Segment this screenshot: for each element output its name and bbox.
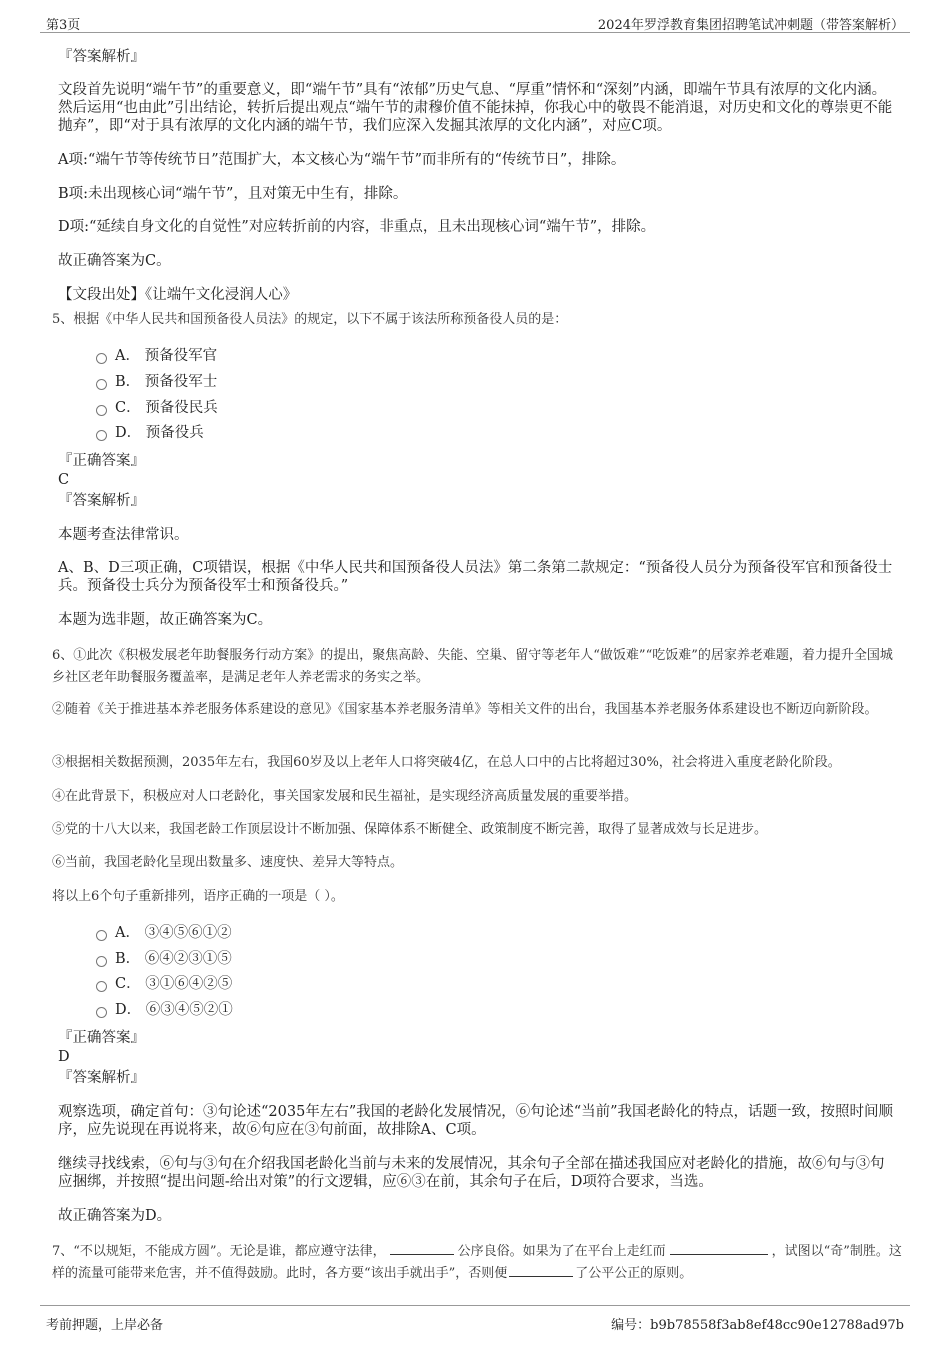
document-id: 编号：b9b78558f3ab8ef48cc90e12788ad97b: [611, 1318, 904, 1333]
q5-analysis-p2: A、B、D三项正确，C项错误，根据《中华人民共和国预备役人员法》第二条第二款规定：“预备役人员分为预备役军官和预备役士兵。预备役士兵分为预备役军士和预备役兵。”: [58, 560, 893, 594]
page-number: 第3页: [46, 18, 81, 33]
q5-stem: 5、根据《中华人民共和国预备役人员法》的规定，以下不属于该法所称预备役人员的是：: [52, 312, 568, 327]
q5-answer: C: [58, 472, 70, 488]
q6-option-a[interactable]: A． ③④⑤⑥①②: [96, 924, 232, 942]
q7-blank-2[interactable]: [670, 1242, 768, 1255]
document-title: 2024年罗浮教育集团招聘笔试冲刺题（带答案解析）: [597, 18, 904, 33]
footer-slogan: 考前押题，上岸必备: [46, 1318, 164, 1333]
q6-sentence-2: ②随着《关于推进基本养老服务体系建设的意见》《国家基本养老服务清单》等相关文件的出台，我国基本养老服务体系建设也不断迈向新阶段。: [52, 702, 878, 717]
q5-option-c[interactable]: C． 预备役民兵: [96, 399, 218, 417]
q6-analysis-p1: 观察选项，确定首句：③句论述“2035年左右”我国的老龄化发展情况，⑥句论述“当前”我国老龄化的特点，话题一致，按照时间顺序，应先说现在再说将来，故⑥句应在③句前面，故排除A、C项。: [58, 1104, 894, 1138]
q4-conclusion: 故正确答案为C。: [58, 253, 171, 269]
q6-sentence-4: ④在此背景下，积极应对人口老龄化，事关国家发展和民生福祉，是实现经济高质量发展的重要举措。: [52, 789, 638, 804]
q6-answer: D: [58, 1049, 70, 1065]
radio-icon[interactable]: [96, 1007, 107, 1018]
radio-icon[interactable]: [96, 405, 107, 416]
page-header: [40, 12, 910, 33]
q7-blank-1[interactable]: [390, 1242, 454, 1255]
q5-analysis-p1: 本题考查法律常识。: [58, 527, 189, 543]
radio-icon[interactable]: [96, 930, 107, 941]
q4-option-a-explain: A项:“端午节等传统节日”范围扩大，本文核心为“端午节”而非所有的“传统节日”，排除。: [58, 152, 626, 168]
q6-sentence-6: ⑥当前，我国老龄化呈现出数量多、速度快、差异大等特点。: [52, 855, 404, 870]
q6-analysis-p2: 继续寻找线索，⑥句与③句在介绍我国老龄化当前与未来的发展情况，其余句子全部在描述我国应对老龄化的措施，故⑥句与③句应捆绑，并按照“提出问题-给出对策”的行文逻辑，应⑥③在前，其余句子在后，D项符合要求，当选。: [58, 1156, 885, 1190]
q4-option-d-explain: D项:“延续自身文化的自觉性”对应转折前的内容，非重点，且未出现核心词“端午节”，排除。: [58, 219, 656, 235]
q4-source: 【文段出处】《让端午文化浸润人心》: [58, 287, 298, 303]
q4-option-b-explain: B项:未出现核心词“端午节”，且对策无中生有，排除。: [58, 186, 408, 202]
q6-sentence-5: ⑤党的十八大以来，我国老龄工作顶层设计不断加强、保障体系不断健全、政策制度不断完善，取得了显著成效与长足进步。: [52, 822, 768, 837]
q6-sentence-3: ③根据相关数据预测，2035年左右，我国60岁及以上老年人口将突破4亿，在总人口中的占比将超过30%，社会将进入重度老龄化阶段。: [52, 755, 841, 770]
q5-option-a[interactable]: A． 预备役军官: [96, 347, 217, 365]
q6-option-b[interactable]: B． ⑥④②③①⑤: [96, 950, 232, 968]
q5-correct-label: 『正确答案』: [58, 453, 145, 469]
q5-option-b[interactable]: B． 预备役军士: [96, 373, 217, 391]
q6-sentence-1: 6、①此次《积极发展老年助餐服务行动方案》的提出，聚焦高龄、失能、空巢、留守等老年人“做饭难”“吃饭难”的居家养老难题，着力提升全国城乡社区老年助餐服务覆盖率，是满足老年人养老需求的务实之举。: [52, 648, 893, 685]
radio-icon[interactable]: [96, 353, 107, 364]
radio-icon[interactable]: [96, 430, 107, 441]
q6-analysis-label: 『答案解析』: [58, 1070, 145, 1086]
q5-option-d[interactable]: D． 预备役兵: [96, 424, 204, 442]
q6-question: 将以上6个句子重新排列，语序正确的一项是（ ）。: [52, 889, 344, 904]
q6-option-c[interactable]: C． ③①⑥④②⑤: [96, 975, 232, 993]
q6-correct-label: 『正确答案』: [58, 1030, 145, 1046]
radio-icon[interactable]: [96, 981, 107, 992]
page-footer: [40, 1305, 910, 1333]
q6-option-d[interactable]: D． ⑥③④⑤②①: [96, 1001, 233, 1019]
q5-analysis-p3: 本题为选非题，故正确答案为C。: [58, 612, 273, 628]
q5-analysis-label: 『答案解析』: [58, 493, 145, 509]
q6-analysis-p3: 故正确答案为D。: [58, 1208, 172, 1224]
q7-blank-3[interactable]: [509, 1264, 573, 1277]
radio-icon[interactable]: [96, 379, 107, 390]
q4-analysis-label: 『答案解析』: [58, 49, 145, 65]
q7-stem: 7、“不以规矩，不能成方圆”。无论是谁，都应遵守法律， 公序良俗。如果为了在平台上走红而 ，试图以“奇”制胜。这样的流量可能带来危害，并不值得鼓励。此时，各方要“该出手就出手”，否则便 了公平公正的原则。: [52, 1244, 902, 1281]
q4-analysis-para: 文段首先说明“端午节”的重要意义，即“端午节”具有“浓郁”历史气息、“厚重”情怀和“深刻”内涵，即端午节具有浓厚的文化内涵。然后运用“也由此”引出结论，转折后提出观点“端午节的肃穆价值不能抹掉，你我心中的敬畏不能消退，对历史和文化的尊崇更不能抛弃”，即“对于具有浓厚的文化内涵的端午节，我们应深入发掘其浓厚的文化内涵”，对应C项。: [58, 82, 893, 134]
radio-icon[interactable]: [96, 956, 107, 967]
